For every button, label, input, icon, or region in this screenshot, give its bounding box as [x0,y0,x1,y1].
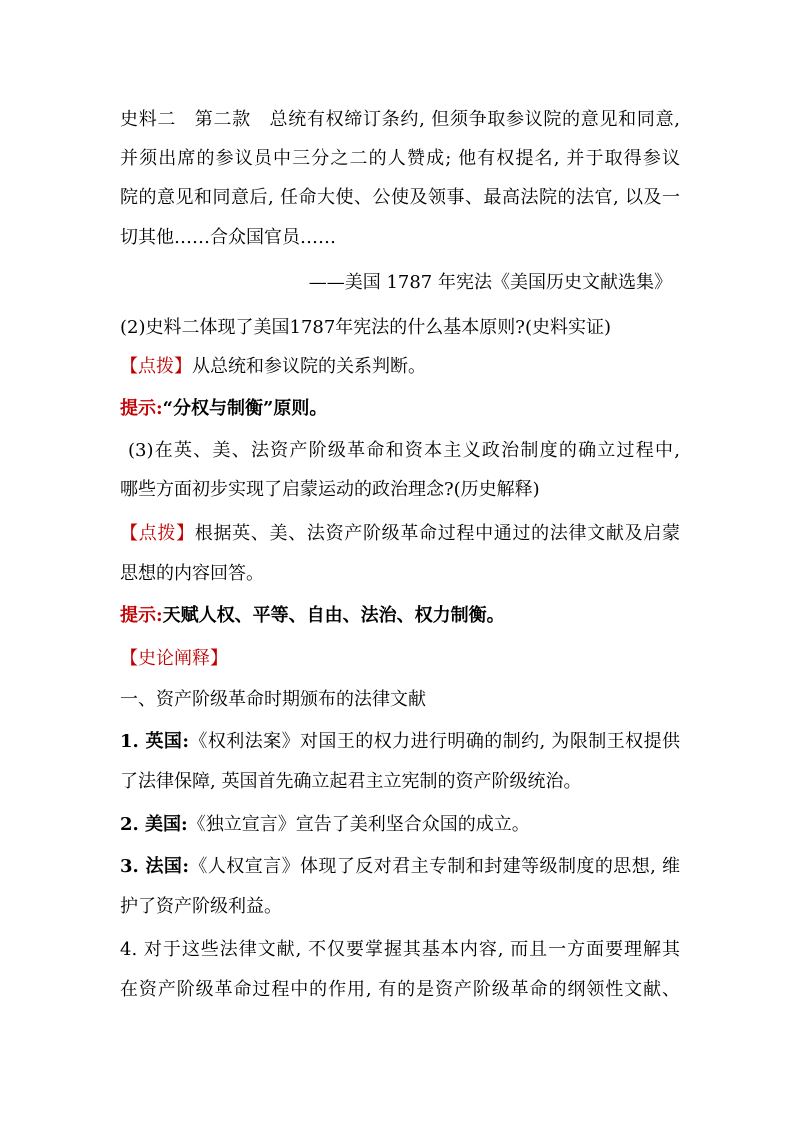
item-3-label: 3. 法国: [120,856,189,877]
question-3-line-1: (3)在英、美、法资产阶级革命和资本主义政治制度的确立过程中, [128,440,680,461]
item-1-text: 《权利法案》对国王的权力进行明确的制约, 为限制王权提供 [189,731,680,752]
question-3-hint-line-1 [120,522,680,546]
hint-label: 【点拨】 [120,356,192,377]
item-3-line-2: 护了资产阶级利益。 [120,896,282,917]
source2-line-1: 史料二 第二款 总统有权缔订条约, 但须争取参议院的意见和同意, [120,109,680,130]
item-2-text: 《独立宣言》宣告了美利坚合众国的成立。 [187,814,530,835]
question-3-tip [120,604,680,628]
source2-line-4: 切其他……合众国官员…… [120,227,336,248]
hint-text: 从总统和参议院的关系判断。 [192,356,426,377]
question-2: (2)史料二体现了美国1787年宪法的什么基本原则?(史料实证) [120,317,611,338]
item-1-line-2: 了法律保障, 英国首先确立起君主立宪制的资产阶级统治。 [120,771,582,792]
item-1-label: 1. 英国: [120,731,189,752]
item-4-line-2: 在资产阶级革命过程中的作用, 有的是资产阶级革命的纲领性文献、 [120,979,680,1000]
tip-label: 提示: [120,605,163,626]
section-heading: 【史论阐释】 [120,648,228,669]
source2-citation: ——美国 1787 年宪法《美国历史文献选集》 [308,272,672,293]
item-4-line-1: 4. 对于这些法律文献, 不仅要掌握其基本内容, 而且一方面要理解其 [120,939,680,960]
item-1-line-1 [120,730,680,754]
question-3-hint-line-2: 思想的内容回答。 [120,563,264,584]
tip-text: 天赋人权、平等、自由、法治、权力制衡。 [162,605,505,626]
source2-line-2: 并须出席的参议员中三分之二的人赞成; 他有权提名, 并于取得参议 [120,148,680,169]
hint-label: 【点拨】 [120,523,195,544]
question-2-tip [120,397,680,421]
question-2-hint [120,355,680,379]
item-2-line-1 [120,813,680,837]
item-3-line-1 [120,855,680,879]
item-2-label: 2. 美国: [120,814,188,835]
tip-label: 提示: [120,398,163,419]
question-3-line-2: 哪些方面初步实现了启蒙运动的政治理念?(历史解释) [120,479,540,500]
item-3-text: 《人权宣言》体现了反对君主专制和封建等级制度的思想, 维 [189,856,680,877]
source2-line-3: 院的意见和同意后, 任命大使、公使及领事、最高法院的法官, 以及一 [120,187,680,208]
tip-text: “分权与制衡”原则。 [162,398,328,419]
hint-text: 根据英、美、法资产阶级革命过程中通过的法律文献及启蒙 [194,523,680,544]
section-subheading: 一、资产阶级革命时期颁布的法律文献 [120,689,426,710]
